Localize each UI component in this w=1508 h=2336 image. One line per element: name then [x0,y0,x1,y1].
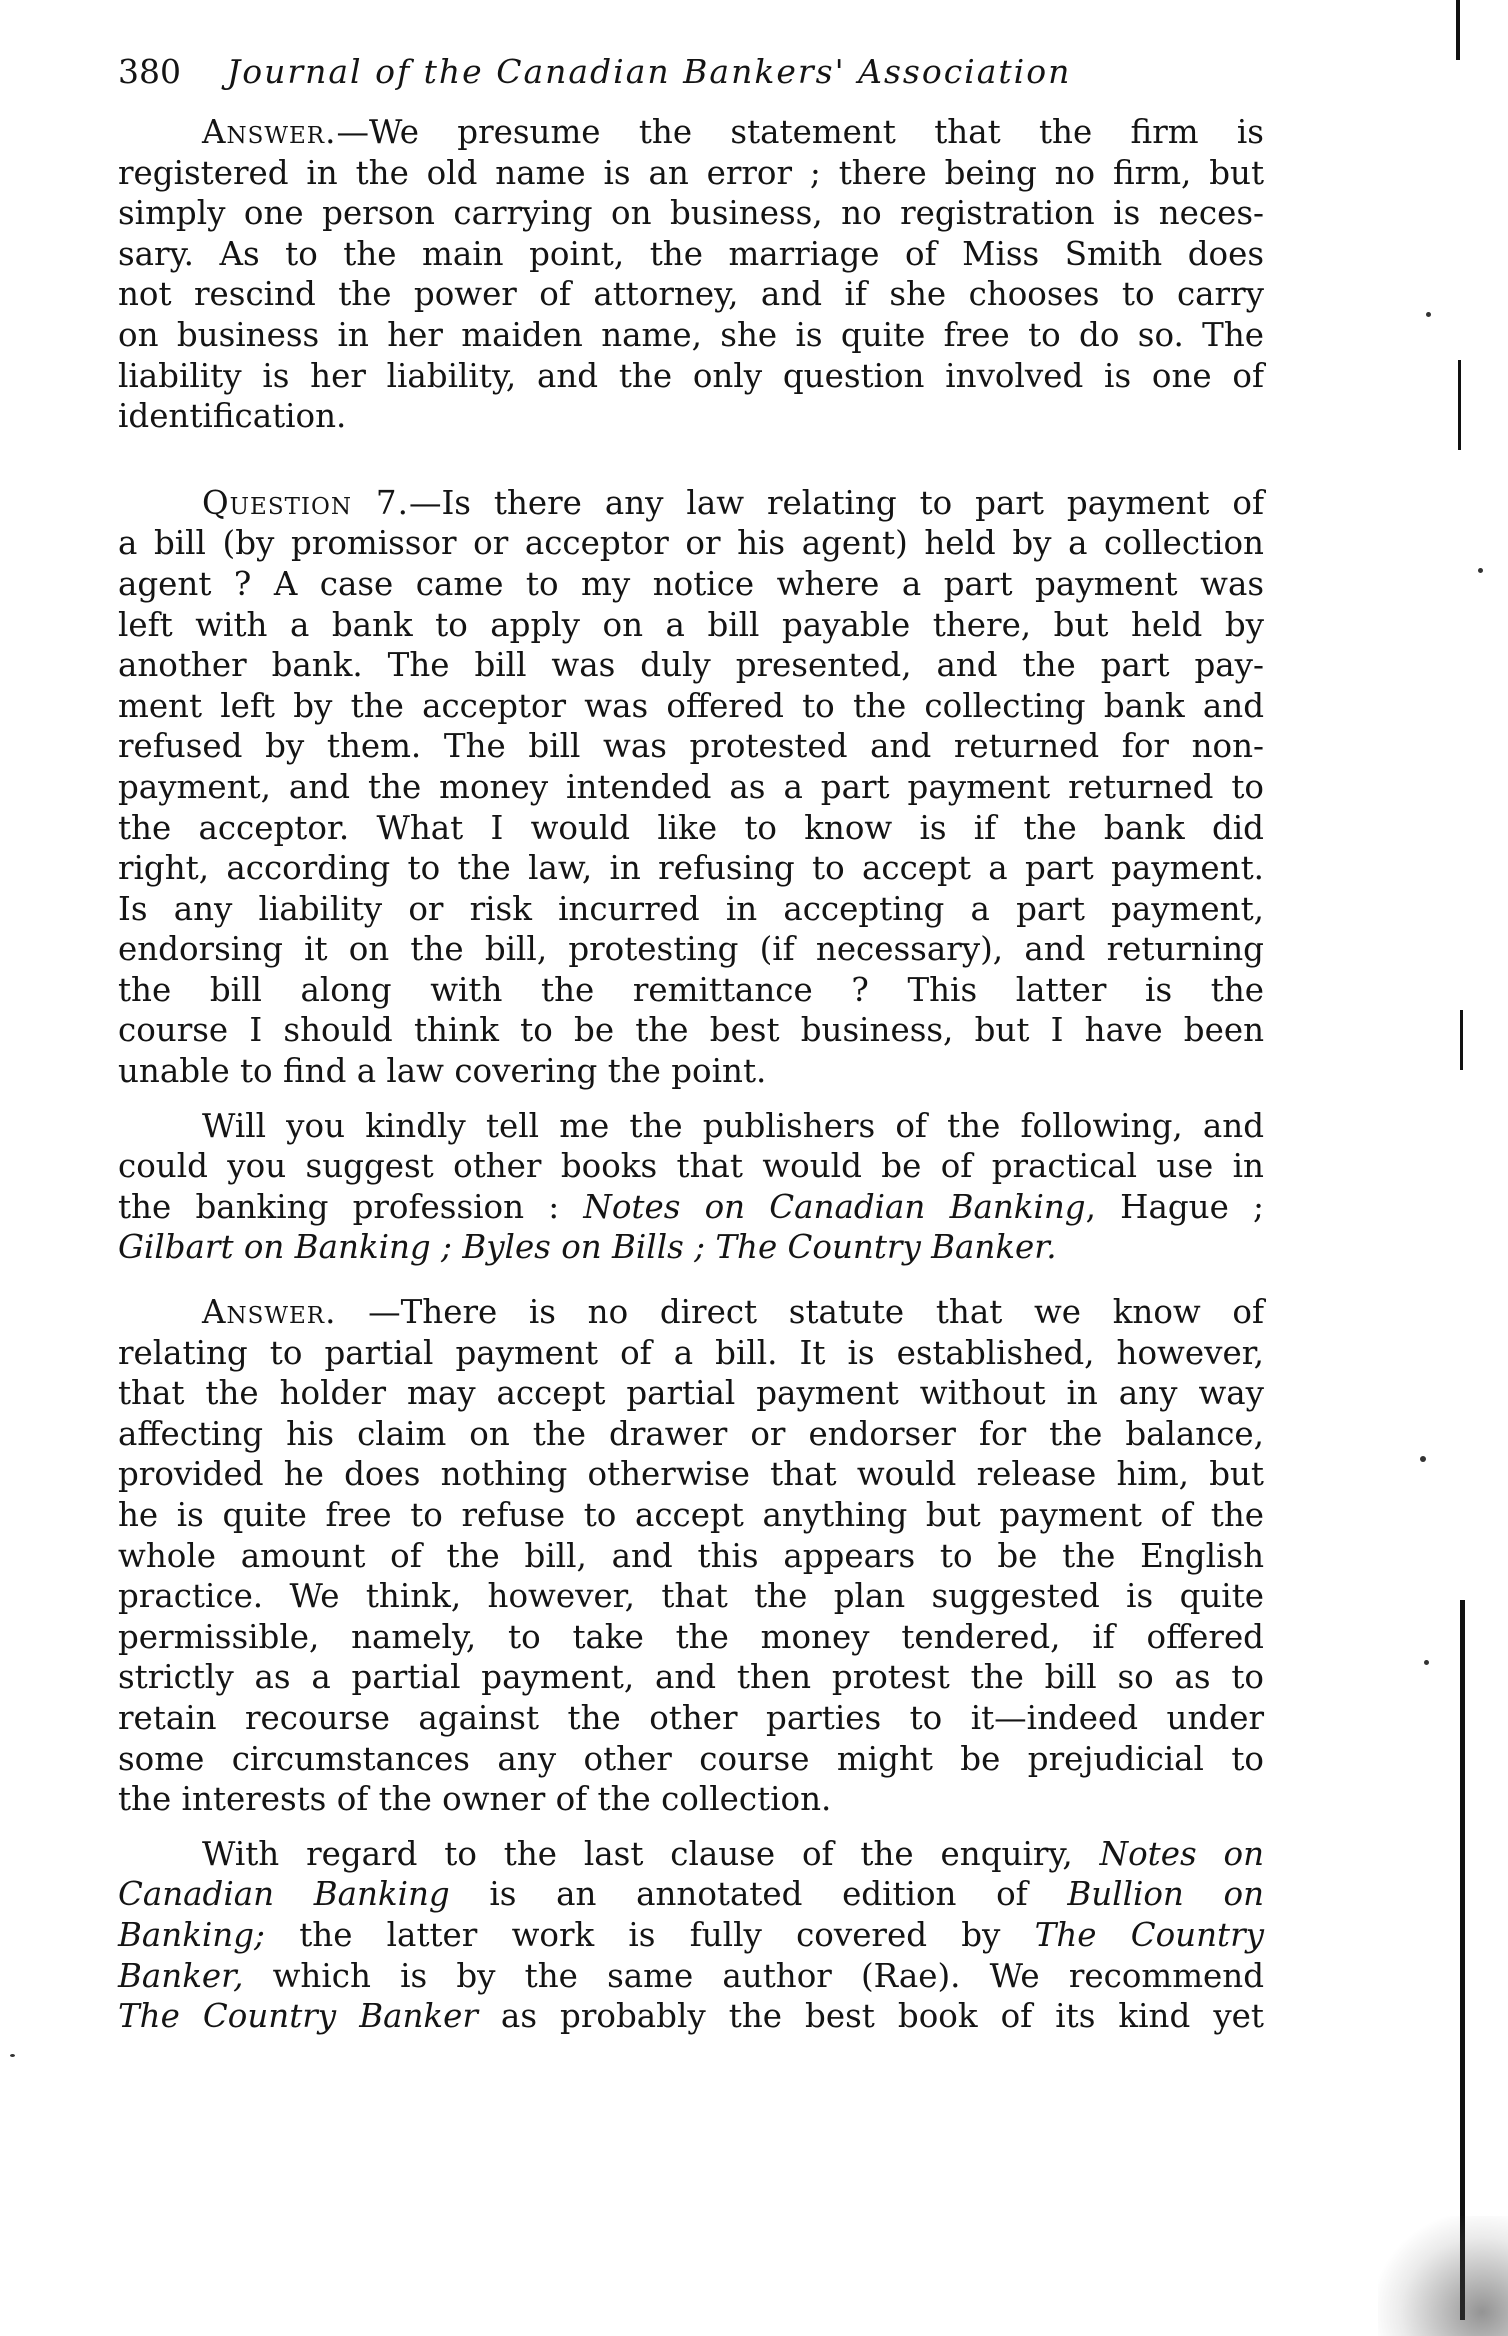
book-titles-line: Gilbart on Banking ; Byles on Bills ; The Country Banker. [118,1228,1057,1267]
scan-edge-line [1460,1600,1465,2320]
book-title: The Country Banker [118,1997,478,2036]
book-title: Notes on Canadian Banking [583,1187,1086,1226]
text-line: simply one person carrying on business, no registration is neces- [118,194,1264,233]
text-line: ment left by the acceptor was offered to the collecting bank and [118,686,1264,725]
text-line: left with a bank to apply on a bill payable there, but held by [118,605,1264,644]
text-line: identification. [118,397,347,436]
text-line: Answer. —There is no direct statute that we know of [202,1293,1264,1332]
text-line: Is any liability or risk incurred in accepting a part payment, [118,889,1264,928]
scan-speck [1424,1660,1429,1665]
text-line: he is quite free to refuse to accept anything but payment of the [118,1496,1264,1534]
text-line: Banking; the latter work is fully covered by The Country [118,1915,1264,1954]
text-line: some circumstances any other course might be prejudicial to [118,1739,1264,1778]
book-title: The Country [1034,1915,1264,1954]
running-header [118,52,1264,112]
page-number: 380 [118,52,181,91]
scan-edge-line [1460,1010,1463,1070]
book-page [118,52,1264,2037]
text-line: permissible, namely, to take the money tendered, if offered [118,1617,1264,1656]
text-line: whole amount of the bill, and this appears to be the English [118,1536,1264,1575]
text-line: a bill (by promissor or acceptor or his agent) held by a collection [118,524,1264,563]
text-line: Canadian Banking is an annotated edition of Bullion on [118,1875,1265,1914]
text-line: the banking profession : Notes on Canadian Banking, Hague ; [118,1187,1264,1226]
book-title: Banking; [118,1915,265,1954]
text-line: liability is her liability, and the only question involved is one of [118,356,1264,395]
text-line: retain recourse against the other parties to it—indeed under [118,1698,1264,1737]
scan-speck [10,2054,15,2057]
scan-speck [1478,568,1483,573]
text-line: not rescind the power of attorney, and if she chooses to carry [118,275,1264,314]
book-title: Canadian Banking [118,1875,450,1914]
text-line: With regard to the last clause of the enquiry, Notes on [202,1834,1264,1873]
text-line: provided he does nothing otherwise that would release him, but [118,1455,1264,1494]
text-line: right, according to the law, in refusing to accept a part payment. [118,849,1264,888]
answer-paragraph-3 [118,1834,1264,2037]
book-title: Bullion on [1067,1875,1265,1914]
text-line: sary. As to the main point, the marriage of Miss Smith does [118,234,1264,273]
text-line: relating to partial payment of a bill. It is established, however, [118,1333,1264,1372]
question-followup-paragraph [118,1106,1264,1268]
text-line: on business in her maiden name, she is quite free to do so. The [118,315,1264,354]
question-paragraph-7 [118,483,1264,1092]
text-line: the acceptor. What I would like to know is if the bank did [118,808,1264,847]
text-line: registered in the old name is an error ; there being no firm, but [118,153,1264,192]
text-line: Banker, which is by the same author (Rae). We recommend [118,1956,1264,1995]
answer-label: Answer. [202,1293,337,1332]
text-line: could you suggest other books that would be of practical use in [118,1147,1264,1186]
text-line: Answer.—We presume the statement that the firm is [202,113,1264,151]
text-line: the interests of the owner of the collection. [118,1780,832,1819]
text-line: Will you kindly tell me the publishers of the following, and [202,1106,1264,1145]
text-line: unable to find a law covering the point. [118,1052,767,1091]
text-line: endorsing it on the bill, protesting (if necessary), and returning [118,930,1264,969]
scan-edge-line [1458,360,1461,450]
text-line: course I should think to be the best business, but I have been [118,1011,1264,1050]
text-line: refused by them. The bill was protested and returned for non- [118,727,1264,766]
text-line: agent ? A case came to my notice where a part payment was [118,564,1264,603]
text-line: strictly as a partial payment, and then protest the bill so as to [118,1658,1264,1697]
scan-speck [1426,312,1431,317]
text-line: that the holder may accept partial payment without in any way [118,1374,1264,1413]
scan-smudge [1378,2216,1508,2336]
book-title: Notes on [1099,1834,1264,1873]
text-line: practice. We think, however, that the plan suggested is quite [118,1577,1264,1616]
text-line: The Country Banker as probably the best book of its kind yet [118,1997,1264,2036]
scan-speck [1420,1456,1426,1462]
answer-paragraph-1 [118,112,1264,437]
text-line: the bill along with the remittance ? This latter is the [118,970,1264,1009]
text-line: payment, and the money intended as a part payment returned to [118,767,1264,806]
question-label: Question 7. [202,483,409,522]
book-title: Banker, [118,1956,244,1995]
text-line: affecting his claim on the drawer or endorser for the balance, [118,1414,1264,1453]
answer-label: Answer. [202,113,337,151]
text-line: Question 7.—Is there any law relating to part payment of [202,483,1264,522]
scan-edge-line [1456,0,1460,60]
answer-paragraph-2 [118,1292,1264,1820]
text-line: another bank. The bill was duly presented, and the part pay- [118,646,1264,685]
running-title: Journal of the Canadian Bankers' Association [227,52,1072,91]
